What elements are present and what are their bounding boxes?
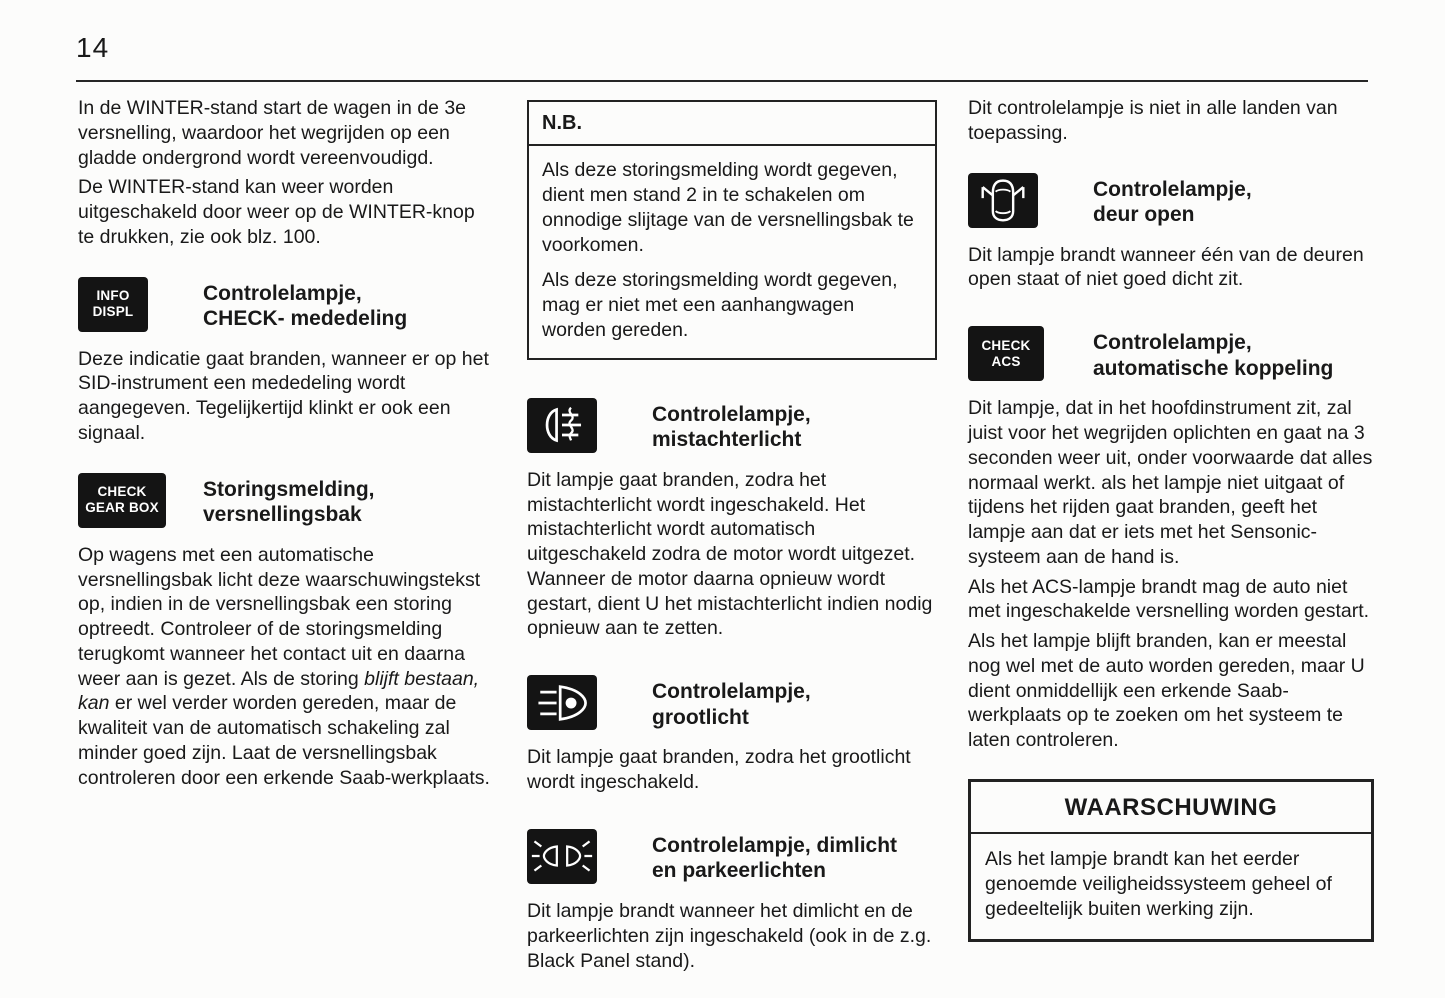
low-beam-parking-lights-icon — [527, 829, 597, 884]
section-low-beam-parking — [527, 829, 937, 884]
section-heading — [652, 829, 897, 884]
section-gearbox-warning — [78, 473, 492, 528]
winter-mode-paragraph-1: In de WINTER-stand start de wagen in de 3e versnelling, waardoor het wegrijden op een gladde ondergrond wordt vereenvoudigd. — [78, 97, 467, 169]
icon-label: CHECK — [97, 484, 147, 500]
acs-paragraph: Als het lampje blijft branden, kan er meestal nog wel met de auto worden gereden, maar U dient onmiddellijk een erkende Saab-werkplaats op te zoeken om het systeem te laten controleren. — [968, 630, 1365, 752]
icon-slot — [527, 829, 652, 884]
heading-line: Controlelampje, dimlicht — [652, 833, 898, 857]
icon-label: INFO — [96, 288, 130, 304]
gearbox-warning-body — [78, 543, 492, 791]
heading-line: versnellingsbak — [203, 503, 362, 527]
section-check-message — [78, 277, 492, 332]
nb-title: N.B. — [529, 102, 935, 146]
heading-line: automatische koppeling — [1093, 356, 1334, 380]
check-gearbox-indicator-icon — [78, 473, 166, 528]
section-heading — [1093, 173, 1252, 228]
icon-slot — [968, 173, 1093, 228]
heading-line: mistachterlicht — [652, 428, 802, 452]
heading-line: Controlelampje, — [1093, 177, 1252, 201]
section-high-beam — [527, 675, 937, 730]
warning-title: WAARSCHUWING — [971, 782, 1371, 834]
middle-column — [527, 96, 937, 978]
icon-slot — [78, 473, 203, 528]
icon-label: DISPL — [92, 304, 134, 319]
page-number: 14 — [76, 32, 110, 63]
rear-fog-light-icon — [527, 398, 597, 453]
icon-slot — [527, 675, 652, 730]
icon-slot — [968, 326, 1093, 381]
winter-mode-paragraph-2: De WINTER-stand kan weer worden uitgeschakeld door weer op de WINTER-knop te drukken, zie ook blz. 100. — [78, 176, 475, 248]
section-heading — [1093, 326, 1333, 381]
low-beam-parking-body: Dit lampje brandt wanneer het dimlicht en de parkeerlichten zijn ingeschakeld (ook in de z.g. Black Panel stand). — [527, 900, 932, 972]
heading-line: Controlelampje, — [203, 281, 362, 305]
section-door-open — [968, 173, 1374, 228]
nb-paragraph: Als deze storingsmelding wordt gegeven, mag er niet met een aanhangwagen worden gereden. — [542, 269, 898, 341]
heading-line: Controlelampje, — [1093, 331, 1252, 355]
section-heading — [203, 277, 407, 332]
check-message-body: Deze indicatie gaat branden, wanneer er op het SID-instrument een mededeling wordt aangegeven. Tegelijkertijd klinkt er ook een signaal. — [78, 347, 489, 444]
icon-label: CHECK — [981, 337, 1031, 353]
door-open-icon — [968, 173, 1038, 228]
left-column — [78, 96, 492, 795]
heading-line: Controlelampje, — [652, 402, 811, 426]
header-rule — [76, 80, 1368, 82]
check-acs-indicator-icon — [968, 326, 1044, 381]
section-acs — [968, 326, 1374, 381]
section-heading — [652, 675, 811, 730]
high-beam-body: Dit lampje gaat branden, zodra het grootlicht wordt ingeschakeld. — [527, 746, 911, 794]
heading-line: deur open — [1093, 203, 1195, 227]
heading-line: Storingsmelding, — [203, 477, 375, 501]
warning-body: Als het lampje brandt kan het eerder genoemde veiligheidssysteem geheel of gedeeltelijk buiten werking zijn. — [985, 848, 1332, 920]
icon-label: ACS — [991, 353, 1021, 369]
heading-line: Controlelampje, — [652, 680, 811, 704]
not-all-countries-paragraph: Dit controlelampje is niet in alle landen van toepassing. — [968, 97, 1338, 144]
info-display-indicator-icon — [78, 277, 148, 332]
acs-paragraph: Dit lampje, dat in het hoofdinstrument zit, zal juist voor het wegrijden oplichten en gaat na 3 seconden weer uit, onder voorwaarde dat alles normaal werkt. als het lampje niet uitgaat of tijdens het rijden gaat branden, geeft het lampje aan dat er iets met het Sensonic-systeem aan de hand is. — [968, 397, 1373, 568]
rear-fog-body: Dit lampje gaat branden, zodra het mistachterlicht wordt ingeschakeld. Het mistachterlicht wordt automatisch uitgeschakeld zodra de motor wordt uitgezet. Wanneer de motor daarna opnieuw wordt gestart, dient U het mistachterlicht indien nodig opnieuw aan te zetten. — [527, 468, 933, 640]
body-text: Op wagens met een automatische versnellingsbak licht deze waarschuwingstekst op, indien in de versnellingsbak een storing optreedt. Controleer of de storingsmelding terugkomt wanneer het contact uit en daarna weer aan is gezet. Als de storing — [78, 543, 481, 690]
right-column — [968, 96, 1374, 942]
door-open-body: Dit lampje brandt wanneer één van de deuren open staat of niet goed dicht zit. — [968, 243, 1364, 291]
body-text: er wel verder worden gereden, maar de kwaliteit van de automatisch schakeling zal minder goed zijn. Laat de versnellingsbak controleren door een erkende Saab-werkplaats. — [78, 692, 490, 789]
heading-line: CHECK- mededeling — [203, 307, 408, 331]
body-text-italic: blijft bestaan, kan — [78, 667, 480, 715]
section-heading — [652, 398, 811, 453]
section-heading — [203, 473, 375, 528]
acs-paragraph: Als het ACS-lampje brandt mag de auto niet met ingeschakelde versnelling worden gestart. — [968, 575, 1370, 623]
icon-slot — [78, 277, 203, 332]
icon-label: GEAR BOX — [85, 500, 159, 516]
nb-body — [529, 146, 935, 357]
section-rear-fog — [527, 398, 937, 453]
nb-note-box — [527, 100, 937, 360]
heading-line: grootlicht — [652, 705, 749, 729]
icon-slot — [527, 398, 652, 453]
high-beam-icon — [527, 675, 597, 730]
heading-line: en parkeerlichten — [652, 859, 826, 883]
warning-box — [968, 779, 1374, 942]
nb-paragraph: Als deze storingsmelding wordt gegeven, dient men stand 2 in te schakelen om onnodige slijtage van de versnellingsbak te voorkomen. — [542, 159, 914, 256]
